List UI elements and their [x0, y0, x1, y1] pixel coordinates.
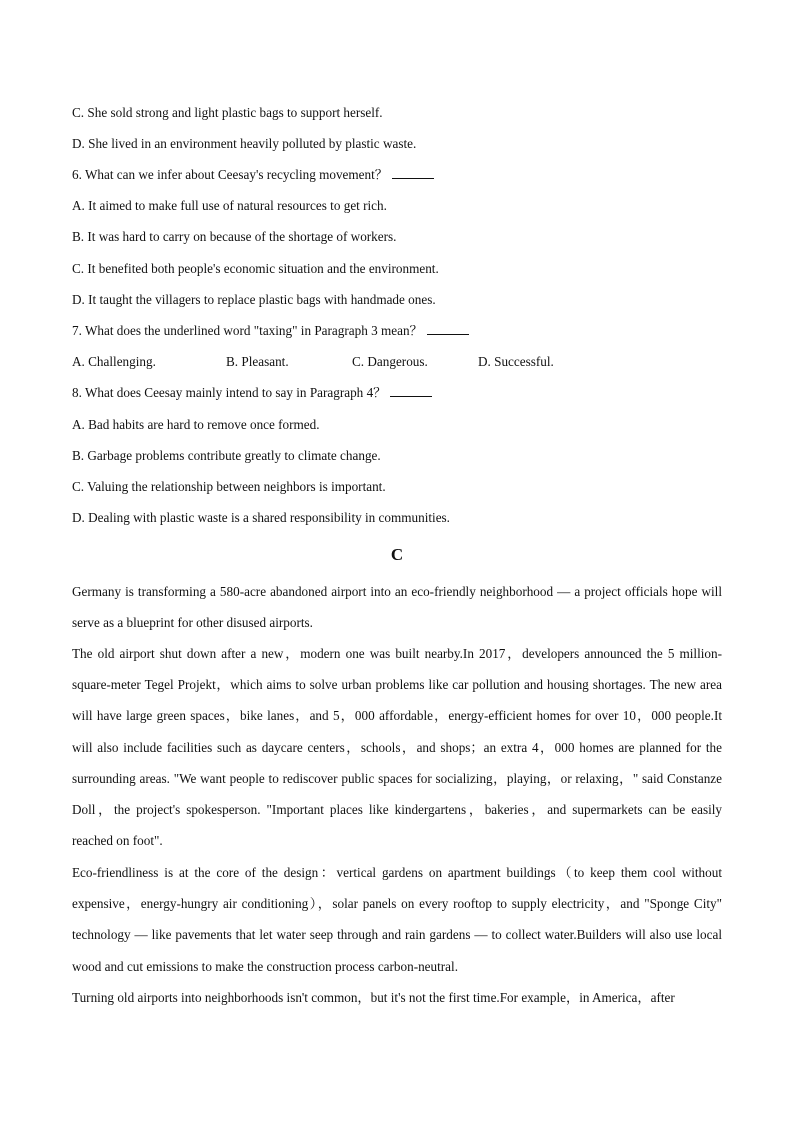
section-c-heading: C — [390, 545, 404, 564]
q7-option-c: C. Dangerous. — [352, 354, 428, 369]
section-c-paragraph-4: Turning old airports into neighborhoods isn't common，but it's not the first time.For example，in America，after — [72, 990, 675, 1005]
q6-option-a: A. It aimed to make full use of natural resources to get rich. — [72, 198, 387, 213]
section-c-paragraph-2: The old airport shut down after a new，modern one was built nearby.In 2017，developers announced the 5 million-square-meter Tegel Projekt，which aims to solve urban problems like car pollution and housing shortages. The new area will have large green spaces，bike lanes，and 5，000 affordable，energy-efficient homes for over 10，000 people.It will also include facilities such as daycare centers，schools，and shops；an extra 4，000 homes are planned for the surrounding areas. "We want people to rediscover public spaces for socializing，playing，or relaxing，" said Constanze Doll，the project's spokesperson. "Important places like kindergartens，bakeries，and supermarkets can be easily reached on foot". — [72, 646, 722, 849]
q7-option-a: A. Challenging. — [72, 354, 156, 369]
q8-stem-text: 8. What does Ceesay mainly intend to say in Paragraph 4？ — [72, 385, 387, 400]
q6-option-b: B. It was hard to carry on because of the shortage of workers. — [72, 229, 397, 244]
q8-option-b: B. Garbage problems contribute greatly to climate change. — [72, 448, 381, 463]
q6-answer-blank[interactable] — [392, 166, 434, 179]
q7-options — [72, 353, 554, 371]
q7-option-d: D. Successful. — [478, 354, 554, 369]
q5-option-c: C. She sold strong and light plastic bags to support herself. — [72, 105, 383, 120]
q6-stem — [72, 166, 434, 184]
q7-stem — [72, 322, 469, 340]
q8-answer-blank[interactable] — [390, 384, 432, 397]
q8-stem — [72, 384, 432, 402]
q7-option-b: B. Pleasant. — [226, 354, 289, 369]
q7-answer-blank[interactable] — [427, 322, 469, 335]
section-c-paragraph-1: Germany is transforming a 580-acre abandoned airport into an eco-friendly neighborhood — a project officials hope will serve as a blueprint for other disused airports. — [72, 584, 722, 631]
q8-option-c: C. Valuing the relationship between neighbors is important. — [72, 479, 386, 494]
q7-stem-text: 7. What does the underlined word "taxing" in Paragraph 3 mean？ — [72, 323, 423, 338]
q6-stem-text: 6. What can we infer about Ceesay's recycling movement？ — [72, 167, 388, 182]
section-c-paragraph-3: Eco-friendliness is at the core of the design：vertical gardens on apartment buildings（to keep them cool without expensive，energy-hungry air conditioning），solar panels on every rooftop to supply electricity，and "Sponge City" technology — like pavements that let water seep through and rain gardens — to collect water.Builders will also use local wood and cut emissions to make the construction process carbon-neutral. — [72, 865, 722, 974]
q8-option-d: D. Dealing with plastic waste is a shared responsibility in communities. — [72, 510, 450, 525]
q5-option-d: D. She lived in an environment heavily polluted by plastic waste. — [72, 136, 417, 151]
q6-option-c: C. It benefited both people's economic situation and the environment. — [72, 261, 439, 276]
q8-option-a: A. Bad habits are hard to remove once formed. — [72, 417, 320, 432]
q6-option-d: D. It taught the villagers to replace plastic bags with handmade ones. — [72, 292, 436, 307]
